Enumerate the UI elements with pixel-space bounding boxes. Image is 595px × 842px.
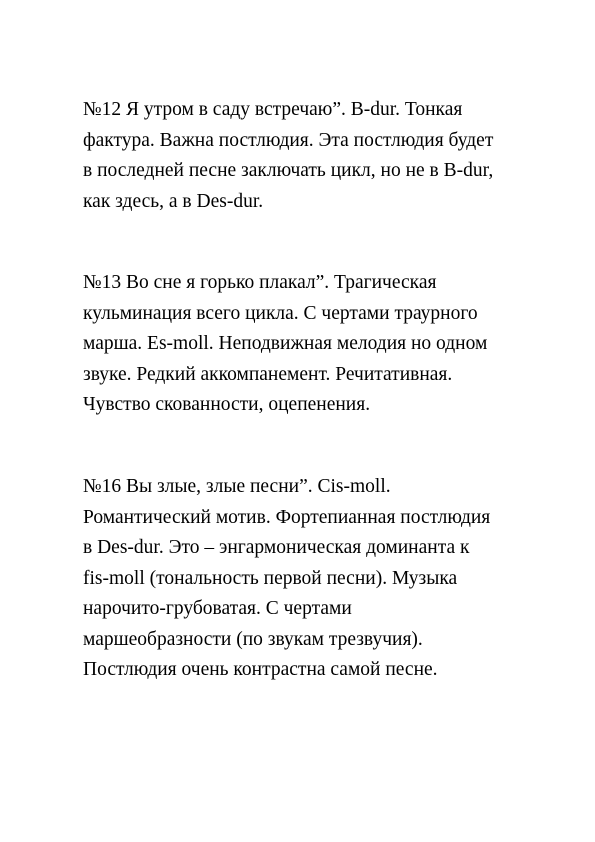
text-line: №12 Я утром в саду встречаю”. B-dur. Тонкая xyxy=(83,99,463,120)
text-line: fis-moll (тональность первой песни). Музыка xyxy=(83,567,458,589)
paragraph-song-13 xyxy=(83,268,553,421)
text-line: марша. Es-moll. Неподвижная мелодия но одном xyxy=(83,333,488,354)
text-line: звуке. Редкий аккомпанемент. Речитативная. xyxy=(83,363,453,385)
text-line: маршеобразности (по звукам трезвучия). xyxy=(83,628,423,650)
text-line: №16 Вы злые, злые песни”. Cis-moll. xyxy=(83,476,391,497)
text-line: в последней песне заключать цикл, но не в B-dur, xyxy=(83,160,494,181)
text-line: фактура. Важна постлюдия. Эта постлюдия будет xyxy=(83,129,494,151)
text-line: Романтический мотив. Фортепианная постлюдия xyxy=(83,506,491,528)
paragraph-song-12 xyxy=(83,95,553,217)
text-line: нарочито-грубоватая. С чертами xyxy=(83,598,352,619)
text-line: №13 Во сне я горько плакал”. Трагическая xyxy=(83,272,437,293)
text-line: кульминация всего цикла. С чертами траурного xyxy=(83,302,478,324)
text-line: как здесь, а в Des-dur. xyxy=(83,190,264,212)
text-line: Чувство скованности, оцепенения. xyxy=(83,394,371,415)
paragraph-song-16 xyxy=(83,472,553,686)
text-line: в Des-dur. Это – энгармоническая доминанта к xyxy=(83,537,470,558)
text-line: Постлюдия очень контрастна самой песне. xyxy=(83,659,438,680)
